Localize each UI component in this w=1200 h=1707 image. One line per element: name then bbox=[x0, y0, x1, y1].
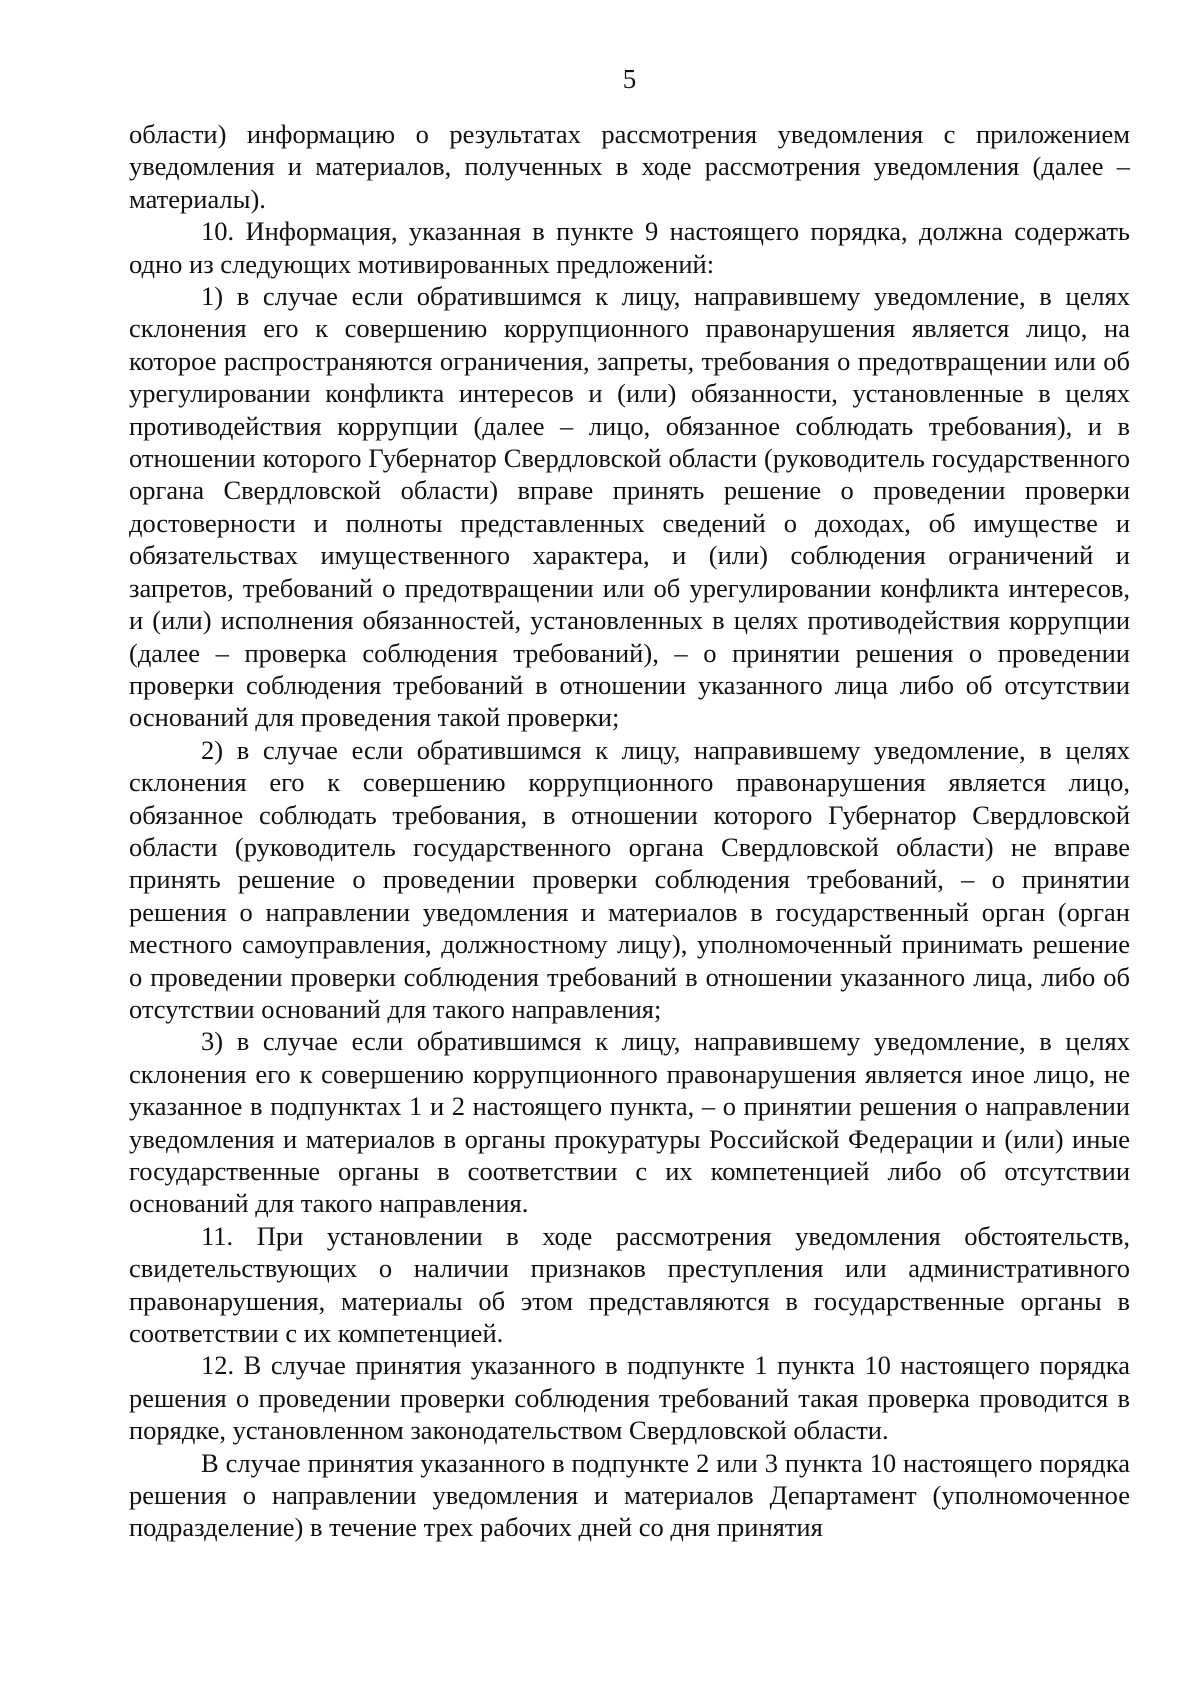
document-body bbox=[129, 118, 1130, 1544]
paragraph-item-12: 12. В случае принятия указанного в подпункте 1 пункта 10 настоящего порядка решения о проведении проверки соблюдения требований такая проверка проводится в порядке, установленном законодательством Свердловской области. bbox=[129, 1350, 1130, 1446]
paragraph-item-11: 11. При установлении в ходе рассмотрения уведомления обстоятельств, свидетельствующих о наличии признаков преступления или административного правонарушения, материалы об этом представляются в государственные органы в соответствии с их компетенцией. bbox=[129, 1220, 1130, 1349]
paragraph-continuation: области) информацию о результатах рассмотрения уведомления с приложением уведомления и материалов, полученных в ходе рассмотрения уведомления (далее – материалы). bbox=[129, 119, 1130, 214]
page-number: 5 bbox=[622, 64, 637, 94]
paragraph-subitem-1: 1) в случае если обратившимся к лицу, направившему уведомление, в целях склонения его к совершению коррупционного правонарушения является лицо, на которое распространяются ограничения, запреты, требования о предотвращении или об урегулировании конфликта интересов и (или) обязанности, установленные в целях противодействия коррупции (далее – лицо, обязанное соблюдать требования), и в отношении которого Губернатор Свердловской области (руководитель государственного органа Свердловской области) вправе принять решение о проведении проверки достоверности и полноты представленных сведений о доходах, об имуществе и обязательствах имущественного характера, и (или) соблюдения ограничений и запретов, требований о предотвращении или об урегулировании конфликта интересов, и (или) исполнения обязанностей, установленных в целях противодействия коррупции (далее – проверка соблюдения требований), – о принятии решения о проведении проверки соблюдения требований в отношении указанного лица либо об отсутствии оснований для проведения такой проверки; bbox=[129, 281, 1130, 733]
paragraph-item-12-continued: В случае принятия указанного в подпункте 2 или 3 пункта 10 настоящего порядка решения о направлении уведомления и материалов Департамент (уполномоченное подразделение) в течение трех рабочих дней со дня принятия bbox=[129, 1447, 1130, 1543]
paragraph-subitem-3: 3) в случае если обратившимся к лицу, направившему уведомление, в целях склонения его к совершению коррупционного правонарушения является иное лицо, не указанное в подпунктах 1 и 2 настоящего пункта, – о принятии решения о направлении уведомления и материалов в органы прокуратуры Российской Федерации и (или) иные государственные органы в соответствии с их компетенцией либо об отсутствии оснований для такого направления. bbox=[129, 1026, 1130, 1219]
paragraph-item-10: 10. Информация, указанная в пункте 9 настоящего порядка, должна содержать одно из следующих мотивированных предложений: bbox=[129, 216, 1130, 279]
paragraph-subitem-2: 2) в случае если обратившимся к лицу, направившему уведомление, в целях склонения его к совершению коррупционного правонарушения является лицо, обязанное соблюдать требования, в отношении которого Губернатор Свердловской области (руководитель государственного органа Свердловской области) не вправе принять решение о проведении проверки соблюдения требований, – о принятии решения о направлении уведомления и материалов в государственный орган (орган местного самоуправления, должностному лицу), уполномоченный принимать решение о проведении проверки соблюдения требований в отношении указанного лица, либо об отсутствии оснований для такого направления; bbox=[129, 734, 1130, 1024]
